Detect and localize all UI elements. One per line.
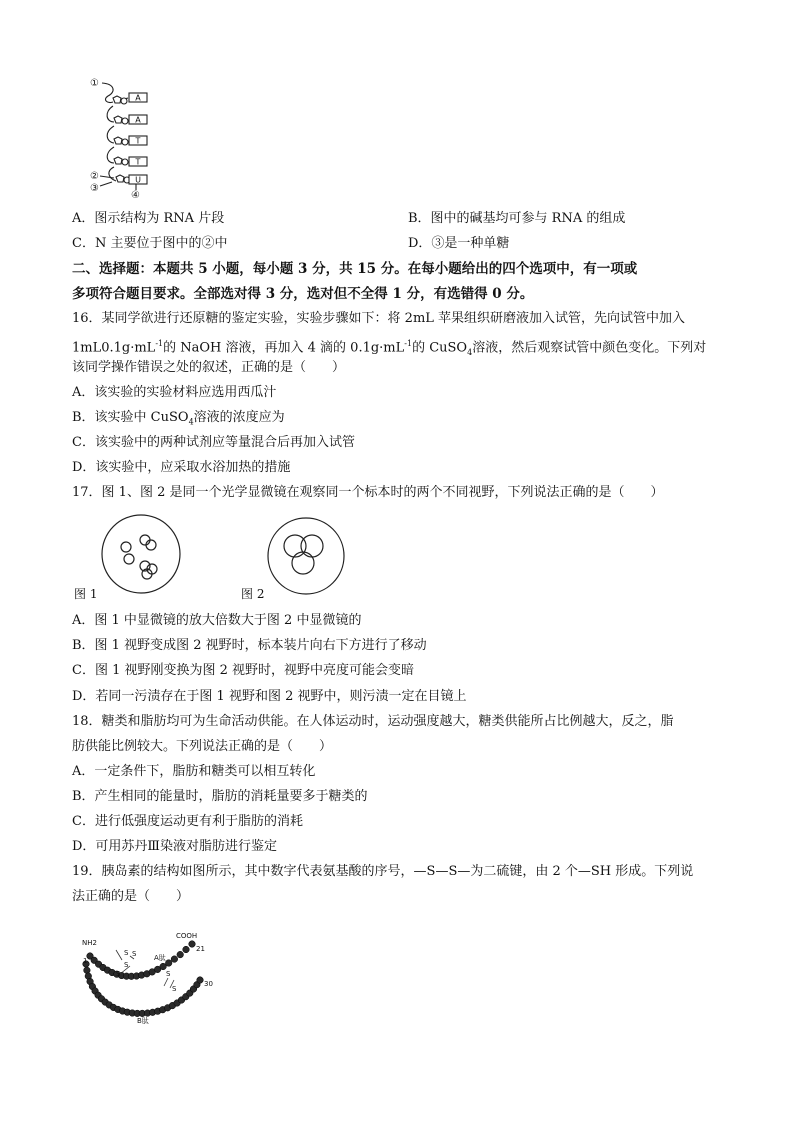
q18-option-b: B．产生相同的能量时，脂肪的消耗量要多于糖类的 [72, 789, 368, 804]
marker-4: ④ [131, 190, 140, 200]
amino-acid-bead [165, 960, 172, 967]
q19-stem-line1: 19．胰岛素的结构如图所示，其中数字代表氨基酸的序号，—S—S—为二硫键，由 2 个—SH 形成。下列说 [72, 864, 694, 879]
base-label: A [135, 93, 141, 103]
b-chain-label: B肽 [137, 1017, 149, 1025]
q15-option-b: B．图中的碱基均可参与 RNA 的组成 [408, 211, 626, 226]
microscope-field-2 [265, 515, 347, 597]
residue-21-label: 21 [196, 945, 205, 953]
residue-30-label: 30 [204, 980, 213, 988]
q16-option-c: C．该实验中的两种试剂应等量混合后再加入试管 [72, 435, 355, 450]
sulfur-label: S [116, 970, 121, 978]
section-2-heading-line1: 二、选择题：本题共 5 小题，每小题 3 分，共 15 分。在每小题给出的四个选项中，有一项或 [72, 261, 638, 277]
base-label: U [135, 175, 141, 185]
insulin-structure-figure [72, 922, 220, 1026]
cooh-label: COOH [176, 932, 198, 940]
q18-stem-line1: 18．糖类和脂肪均可为生命活动供能。在人体运动时，运动强度越大，糖类供能所占比例越大，反之，脂 [72, 714, 674, 729]
sulfur-label: S [132, 950, 137, 958]
q17-option-b: B．图 1 视野变成图 2 视野时，标本装片向右下方进行了移动 [72, 638, 427, 653]
base-label: T [135, 157, 141, 167]
q18-option-a: A．一定条件下，脂肪和糖类可以相互转化 [72, 764, 316, 779]
marker-1: ① [90, 78, 99, 89]
base-label: T [135, 136, 141, 146]
q15-option-d: D．③是一种单糖 [408, 236, 510, 251]
amino-acid-bead [189, 941, 196, 948]
q18-stem-line2: 肪供能比例较大。下列说法正确的是（ ） [72, 739, 333, 754]
q16-stem-line3: 该同学操作错误之处的叙述，正确的是（ ） [72, 360, 346, 375]
q16-option-d: D．该实验中，应采取水浴加热的措施 [72, 460, 291, 475]
q17-option-d: D．若同一污渍存在于图 1 视野和图 2 视野中，则污渍一定在目镜上 [72, 689, 467, 704]
amino-acid-bead [84, 967, 91, 974]
base-label: A [135, 115, 141, 125]
amino-acid-bead [197, 977, 204, 984]
fig1-label: 图 1 [74, 587, 98, 601]
q18-option-c: C．进行低强度运动更有利于脂肪的消耗 [72, 814, 303, 829]
q19-stem-line2: 法正确的是（ ） [72, 889, 190, 904]
q17-option-a: A．图 1 中显微镜的放大倍数大于图 2 中显微镜的 [72, 613, 362, 628]
q18-option-d: D．可用苏丹Ⅲ染液对脂肪进行鉴定 [72, 839, 277, 854]
q17-stem: 17．图 1、图 2 是同一个光学显微镜在观察同一个标本时的两个不同视野，下列说法正确的是（ ） [72, 485, 664, 500]
q16-option-a: A．该实验的实验材料应选用西瓜汁 [72, 385, 277, 400]
residue-1-label: 1 [83, 957, 88, 965]
sulfur-label: S [124, 949, 129, 957]
q17-option-c: C．图 1 视野刚变换为图 2 视野时，视野中亮度可能会变暗 [72, 663, 415, 678]
marker-2: ② [90, 171, 99, 182]
nh2-label: NH2 [82, 939, 97, 947]
q16-option-b: B．该实验中 CuSO$_4$溶液的浓度应为 [72, 410, 285, 427]
a-chain-label: A肽 [154, 954, 166, 962]
amino-acid-bead [177, 951, 184, 958]
amino-acid-bead [183, 946, 190, 953]
sulfur-label: S [166, 970, 171, 978]
microscope-field-1 [100, 513, 182, 595]
section-2-heading-line2: 多项符合题目要求。全部选对得 3 分，选对但不全得 1 分，有选错得 0 分。 [72, 286, 534, 302]
sulfur-label: S [124, 961, 129, 969]
q16-stem-line2: $1mL0.1g\cdot mL^{-1}$的 NaOH 溶液，再加入 4 滴的 $0.1g\cdot mL^{-1}$的 CuSO$_4$溶液，然后观察试管中颜色变化。下列对 [72, 339, 707, 357]
q15-option-a: A．图示结构为 RNA 片段 [72, 211, 225, 226]
rna-fragment-figure [80, 70, 170, 200]
fig2-label: 图 2 [241, 587, 265, 601]
q15-option-c: C．N 主要位于图中的②中 [72, 236, 228, 251]
sulfur-label: S [172, 985, 177, 993]
marker-3: ③ [90, 183, 99, 194]
amino-acid-bead [171, 956, 178, 963]
q16-stem-line1: 16．某同学欲进行还原糖的鉴定实验，实验步骤如下：将 2mL 苹果组织研磨液加入试管，先向试管中加入 [72, 311, 686, 326]
